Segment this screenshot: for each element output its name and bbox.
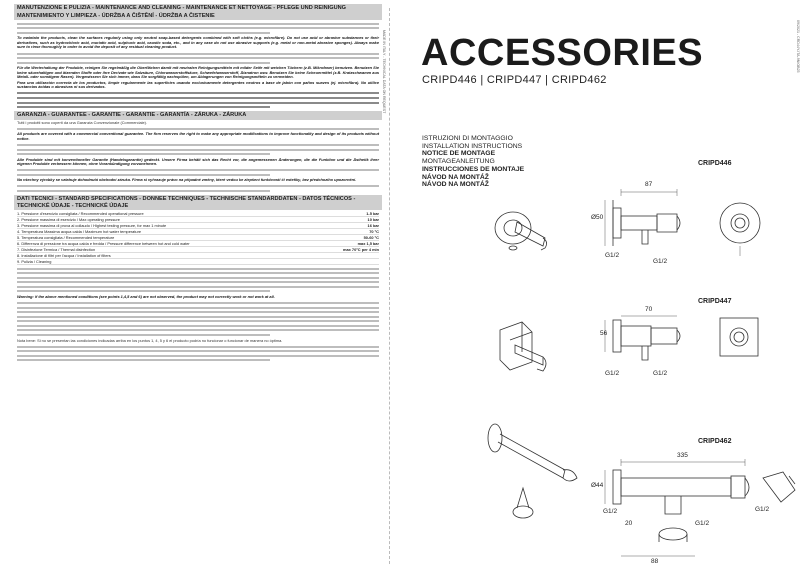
product-codes: CRIPD446 | CRIPD447 | CRIPD462 [422, 74, 607, 86]
cripd446-body [621, 216, 657, 230]
dim-447-thread-1: G1/2 [605, 370, 620, 377]
dim-462-length: 335 [677, 452, 688, 459]
maintenance-text-cz [17, 92, 379, 108]
maintenance-text-fr [17, 53, 379, 64]
tech-data-row [17, 259, 379, 265]
drawing-cripd447 [500, 316, 758, 371]
instr-fr: NOTICE DE MONTAGE [422, 150, 496, 158]
maintenance-text-en: To maintain the products, clean the surfaces regularly using only neutral soap-based detergents combined with soft cloths (e.g. microfibre). Do not use acid or abrasive substances or their derivatives, such as hydrochloric acid, muriatic acid, sulphuric acid, caustic soda, etc., and in any case do not use abrasive supports (e.g. metal or non-metal abrasive sponges). Always make sure to rinse thoroughly in order to avoid the deposit of any residual cleaning product. [17, 35, 379, 50]
dim-446-length: 87 [645, 181, 653, 188]
tech-data-label: 3. Pressione massima di prova al collaudo / Highest testing pressure, for max 1 minute [17, 223, 167, 229]
tech-data-label: 4. Temperatura Massima acqua calda / Maximum hot water temperature [17, 229, 142, 235]
tech-data-label: 5. Temperatura consigliata / Recommended temperature [17, 235, 115, 241]
cripd447-plate [500, 322, 532, 370]
note-text: Nota bene: Si no se presentan las condiciones indicadas arriba en los puntos 1, 4, 5 y 6 el producto podría no funcionar o funcionar de manera no óptima. [17, 337, 283, 343]
tech-data-label: 9. Pulizia / Cleaning [17, 259, 52, 265]
warranty-header: GARANZIA - GUARANTEE - GARANTIE - GARANTIE - GARANTÍA - ZÁRUKA - ZÁRUKA [14, 111, 382, 120]
instr-de: MONTAGEANLEITUNG [422, 158, 495, 166]
product-label-cripd447: CRIPD447 [698, 298, 732, 305]
tech-data-label: 1. Pressione d'esercizio consigliata / Recommended operational pressure [17, 211, 144, 217]
instr-it: ISTRUZIONI DI MONTAGGIO [422, 135, 513, 142]
drawing-cripd462 [488, 424, 795, 556]
instructions-text-column [14, 4, 382, 564]
maintenance-text-it [17, 23, 379, 34]
warranty-text-en: All products are covered with a commercial conventional guarantee. The firm reserves the right to make any appropriate modifications to improve functionality and design of its products without notice. [17, 131, 379, 141]
dim-462-spacing: 88 [651, 558, 659, 565]
cripd462-support [665, 496, 681, 514]
instr-en: INSTALLATION INSTRUCTIONS [422, 142, 523, 150]
side-code-text: 09/2021 - CRD44Y-ITA-9NIOB25 [796, 20, 800, 73]
tech-data-value: 10 bar [367, 217, 379, 223]
dim-446-thread-1: G1/2 [605, 252, 620, 259]
tech-data-label: 8. Installazione di filtri per l'acqua / Installation of filters [17, 253, 111, 259]
maintenance-text-de: Für die Werterhaltung der Produkte, reinigen Sie regelmäßig die Oberflächen damit mit neutralen Reinigungsmitteln mit milder Seife mit weichen Tüchern (z.B. Mikrofaser) benutzen. Benutzen Sie keine säurehaltigen und ätzenden Stoffe oder ihre Derivate wie Salzsäure, Chlorwasserstoffsäure, Schwefelwasserstoff, Ätznatron usw. Benutzen Sie keine Scheuermittel (z.B. Kratzschwamm aus Metall- oder sonstigem Rasen). Vergewissern Sie sich immer, dass Sie sorgfältig nachspülen, um Ablagerungen von Reinigungsmitteln zu vermeiden. [17, 65, 379, 80]
maintenance-header-2: MANTENIMIENTO Y LIMPIEZA - ÚDRŽBA A ČIŠTĚNÍ - ÚDRŽBA A ČISTENIE [14, 13, 382, 21]
cripd462-wall [613, 470, 621, 504]
dim-462-thread-2: G1/2 [695, 520, 710, 527]
dim-462-diameter: Ø44 [591, 482, 604, 489]
tech-data-value: max 70°C per 4 min [343, 247, 379, 253]
dim-447-depth: 56 [600, 330, 608, 337]
side-vertical-text: MADE IN ITALY - TECHNICAL DATA ON REQUEST [382, 30, 386, 114]
tech-data-value: 70 °C [369, 229, 379, 235]
cripd447-front [720, 318, 758, 356]
warranty-text-cz: Na všechny výrobky se vztahuje dohodnutá obchodní záruka. Firma si vyhrazuje právo na případné změny, které vedou ke zlepšení funkčnosti či estetiky, bez předchozího upozornění. [17, 177, 357, 183]
tech-data-value: max 1,5 bar [357, 241, 379, 247]
dim-462-thread-1: G1/2 [603, 508, 618, 515]
warranty-text-de: Alle Produkte sind mit konventioneller Garantie (Handelsgarantie) gedeckt. Unsere Firma behält sich das Recht vor, die angemessenen Änderungen, die die Funktion und die Ästhetik ihrer eigenen Produkte verbessern können, ohne Vorankündigung vorzunehmen. [17, 156, 379, 167]
drawing-cripd446 [495, 189, 760, 256]
cripd446-front [720, 203, 760, 243]
maintenance-text-es: Para una utilización correcta de los productos, limpie regularmente las superficies usando exclusivamente detergentes neutros a base de jabón con paños suaves (ej. microfibra). No utilice sustancias ácidas o abrasivas ni sus derivados. [17, 79, 379, 90]
product-label-cripd462: CRIPD462 [698, 438, 732, 445]
cripd462-bar [621, 478, 731, 496]
warranty-text-it: Tutti i prodotti sono coperti da una Garanzia Convenzionale (Commerciale). [17, 119, 148, 125]
instr-sk: NÁVOD NA MONTÁŽ [422, 181, 489, 189]
dim-447-length: 70 [645, 306, 653, 313]
dim-462-thread-3: G1/2 [755, 506, 770, 513]
warning-text: Warning: if the above mentioned conditions (see points 1,4,5 and 6) are not observed, the product may not correctly work or not work at all. [17, 294, 275, 300]
cover-panel [395, 0, 805, 571]
instr-es: INSTRUCCIONES DE MONTAJE [422, 165, 525, 173]
product-label-cripd446: CRIPD446 [698, 160, 732, 167]
tech-data-value: 16 bar [367, 223, 379, 229]
cripd447-wall [613, 320, 621, 352]
dim-446-thread-2: G1/2 [653, 258, 668, 265]
tech-data-label: 7. Disinfezione Termica / Thermal disinfection [17, 247, 96, 253]
tech-data-header: DATI TECNICI - STANDARD SPECIFICATIONS - DONNEE TECHNIQUES - TECHNISCHE STANDARDDATEN - DATOS TÉCNICOS - TECHNICKÉ ÚDAJE - TECHNICKÉ ÚDAJE [14, 195, 382, 210]
tech-data-label: 2. Pressione massima di esercizio / Max operating pressure [17, 217, 120, 223]
maintenance-header: MANUTENZIONE E PULIZIA - MAINTENANCE AND CLEANING - MAINTENANCE ET NETTOYAGE - PFLEGE UND REINIGUNG [14, 4, 382, 13]
tech-data-table [17, 211, 379, 265]
tech-data-value: 50-60 °C [363, 235, 379, 241]
instr-cz: NÁVOD NA MONTÁŽ [422, 173, 489, 181]
tech-data-value: 1-5 bar [366, 211, 379, 217]
tech-data-label: 6. Differenza di pressione tra acqua calda e fredda / Pressure difference between hot and cold water [17, 241, 190, 247]
fold-line [389, 8, 391, 564]
cripd462-shower-head [763, 472, 795, 502]
cripd462-flange [488, 424, 502, 452]
dim-462-offset: 20 [625, 520, 633, 527]
cripd446-flange [495, 212, 531, 244]
page-title: ACCESSORIES [421, 32, 704, 74]
dim-446-diameter: Ø50 [591, 214, 604, 221]
dim-447-thread-2: G1/2 [653, 370, 668, 377]
